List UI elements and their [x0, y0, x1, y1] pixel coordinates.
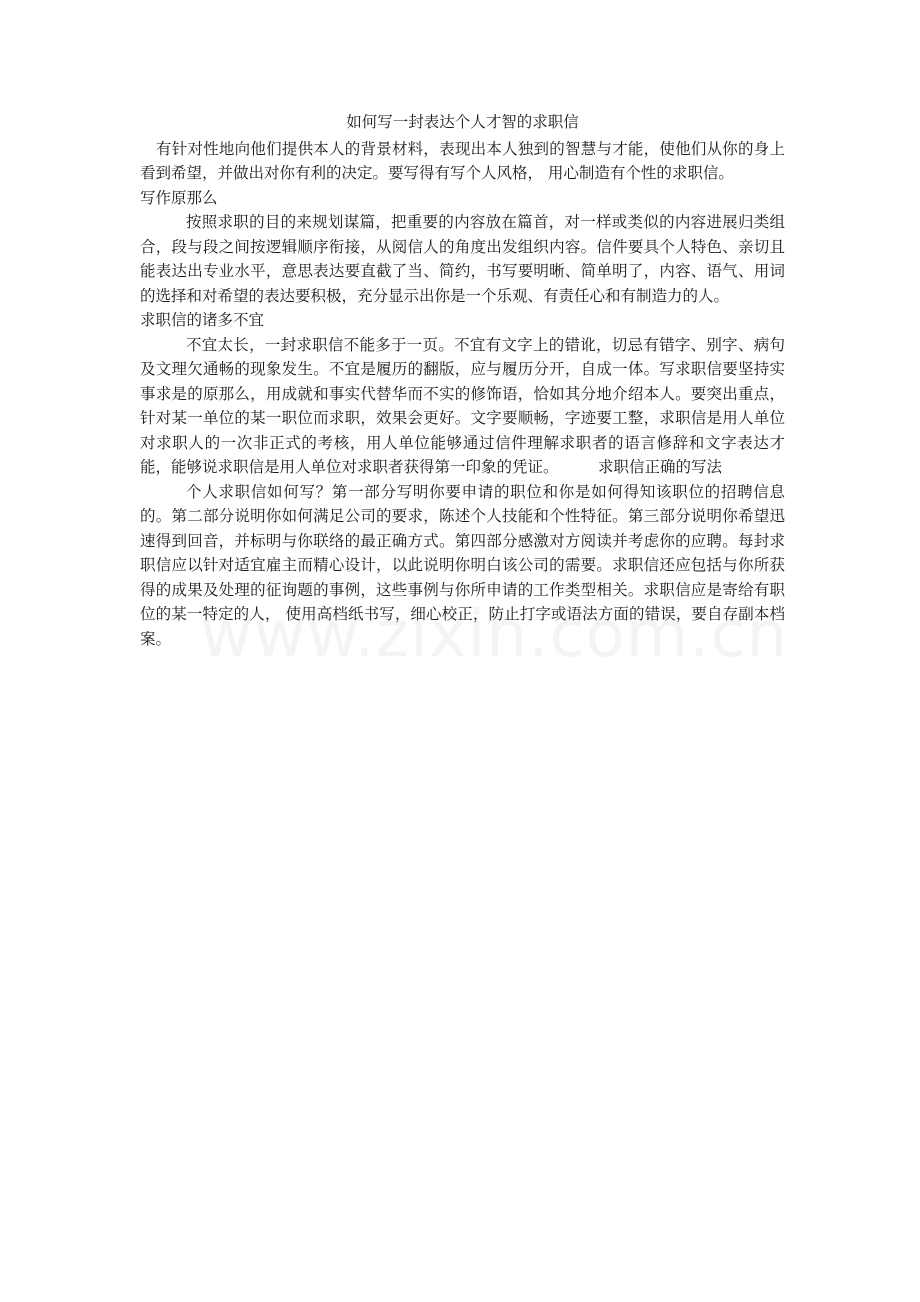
writing-principles-paragraph: 按照求职的目的来规划谋篇，把重要的内容放在篇首，对一样或类似的内容进展归类组合，段与段之间按逻辑顺序衔接，从阅信人的角度出发组织内容。信件要具个人特色、亲切且能表达出专业水平，意思表达要直截了当、简约，书写要明晰、简单明了，内容、语气、用词的选择和对希望的表达要积极，充分显示出你是一个乐观、有责任心和有制造力的人。 — [140, 213, 785, 305]
donts-paragraph — [140, 333, 785, 480]
correct-method-paragraph: 个人求职信如何写？第一部分写明你要申请的职位和你是如何得知该职位的招聘信息的。第二部分说明你如何满足公司的要求，陈述个人技能和个性特征。第三部分说明你希望迅速得到回音，并标明与你联络的最正确方式。第四部分感激对方阅读并考虑你的应聘。每封求职信应以针对适宜雇主而精心设计，以此说明你明白该公司的需要。求职信还应包括与你所获得的成果及处理的征询题的事例，这些事例与你所申请的工作类型相关。求职信应是寄给有职位的某一特定的人， 使用高档纸书写，细心校正，防止打字或语法方面的错误，要自存副本档案。 — [140, 482, 785, 648]
donts-text: 不宜太长，一封求职信不能多于一页。不宜有文字上的错讹，切忌有错字、别字、病句及文理欠通畅的现象发生。不宜是履历的翻版，应与履历分开，自成一体。写求职信要坚持实事求是的原那么，用成就和事实代替华而不实的修饰语，恰如其分地介绍本人。要突出重点，针对某一单位的某一职位而求职，效果会更好。文字要顺畅，字迹要工整，求职信是用人单位对求职人的一次非正式的考核，用人单位能够通过信件理解求职者的语言修辞和文字表达才能，能够说求职信是用人单位对求职者获得第一印象的凭证。 — [140, 335, 785, 476]
section-heading-writing-principles: 写作原那么 — [140, 188, 218, 207]
section-heading-donts: 求职信的诸多不宜 — [140, 311, 265, 329]
document-body — [140, 110, 785, 651]
section-heading-correct-method: 求职信正确的写法 — [597, 458, 722, 476]
intro-paragraph: 有针对性地向他们提供本人的背景材料，表现出本人独到的智慧与才能，使他们从你的身上看到希望，并做出对你有利的决定。要写得有写个人风格， 用心制造有个性的求职信。 — [140, 139, 785, 182]
document-title: 如何写一封表达个人才智的求职信 — [346, 113, 579, 131]
